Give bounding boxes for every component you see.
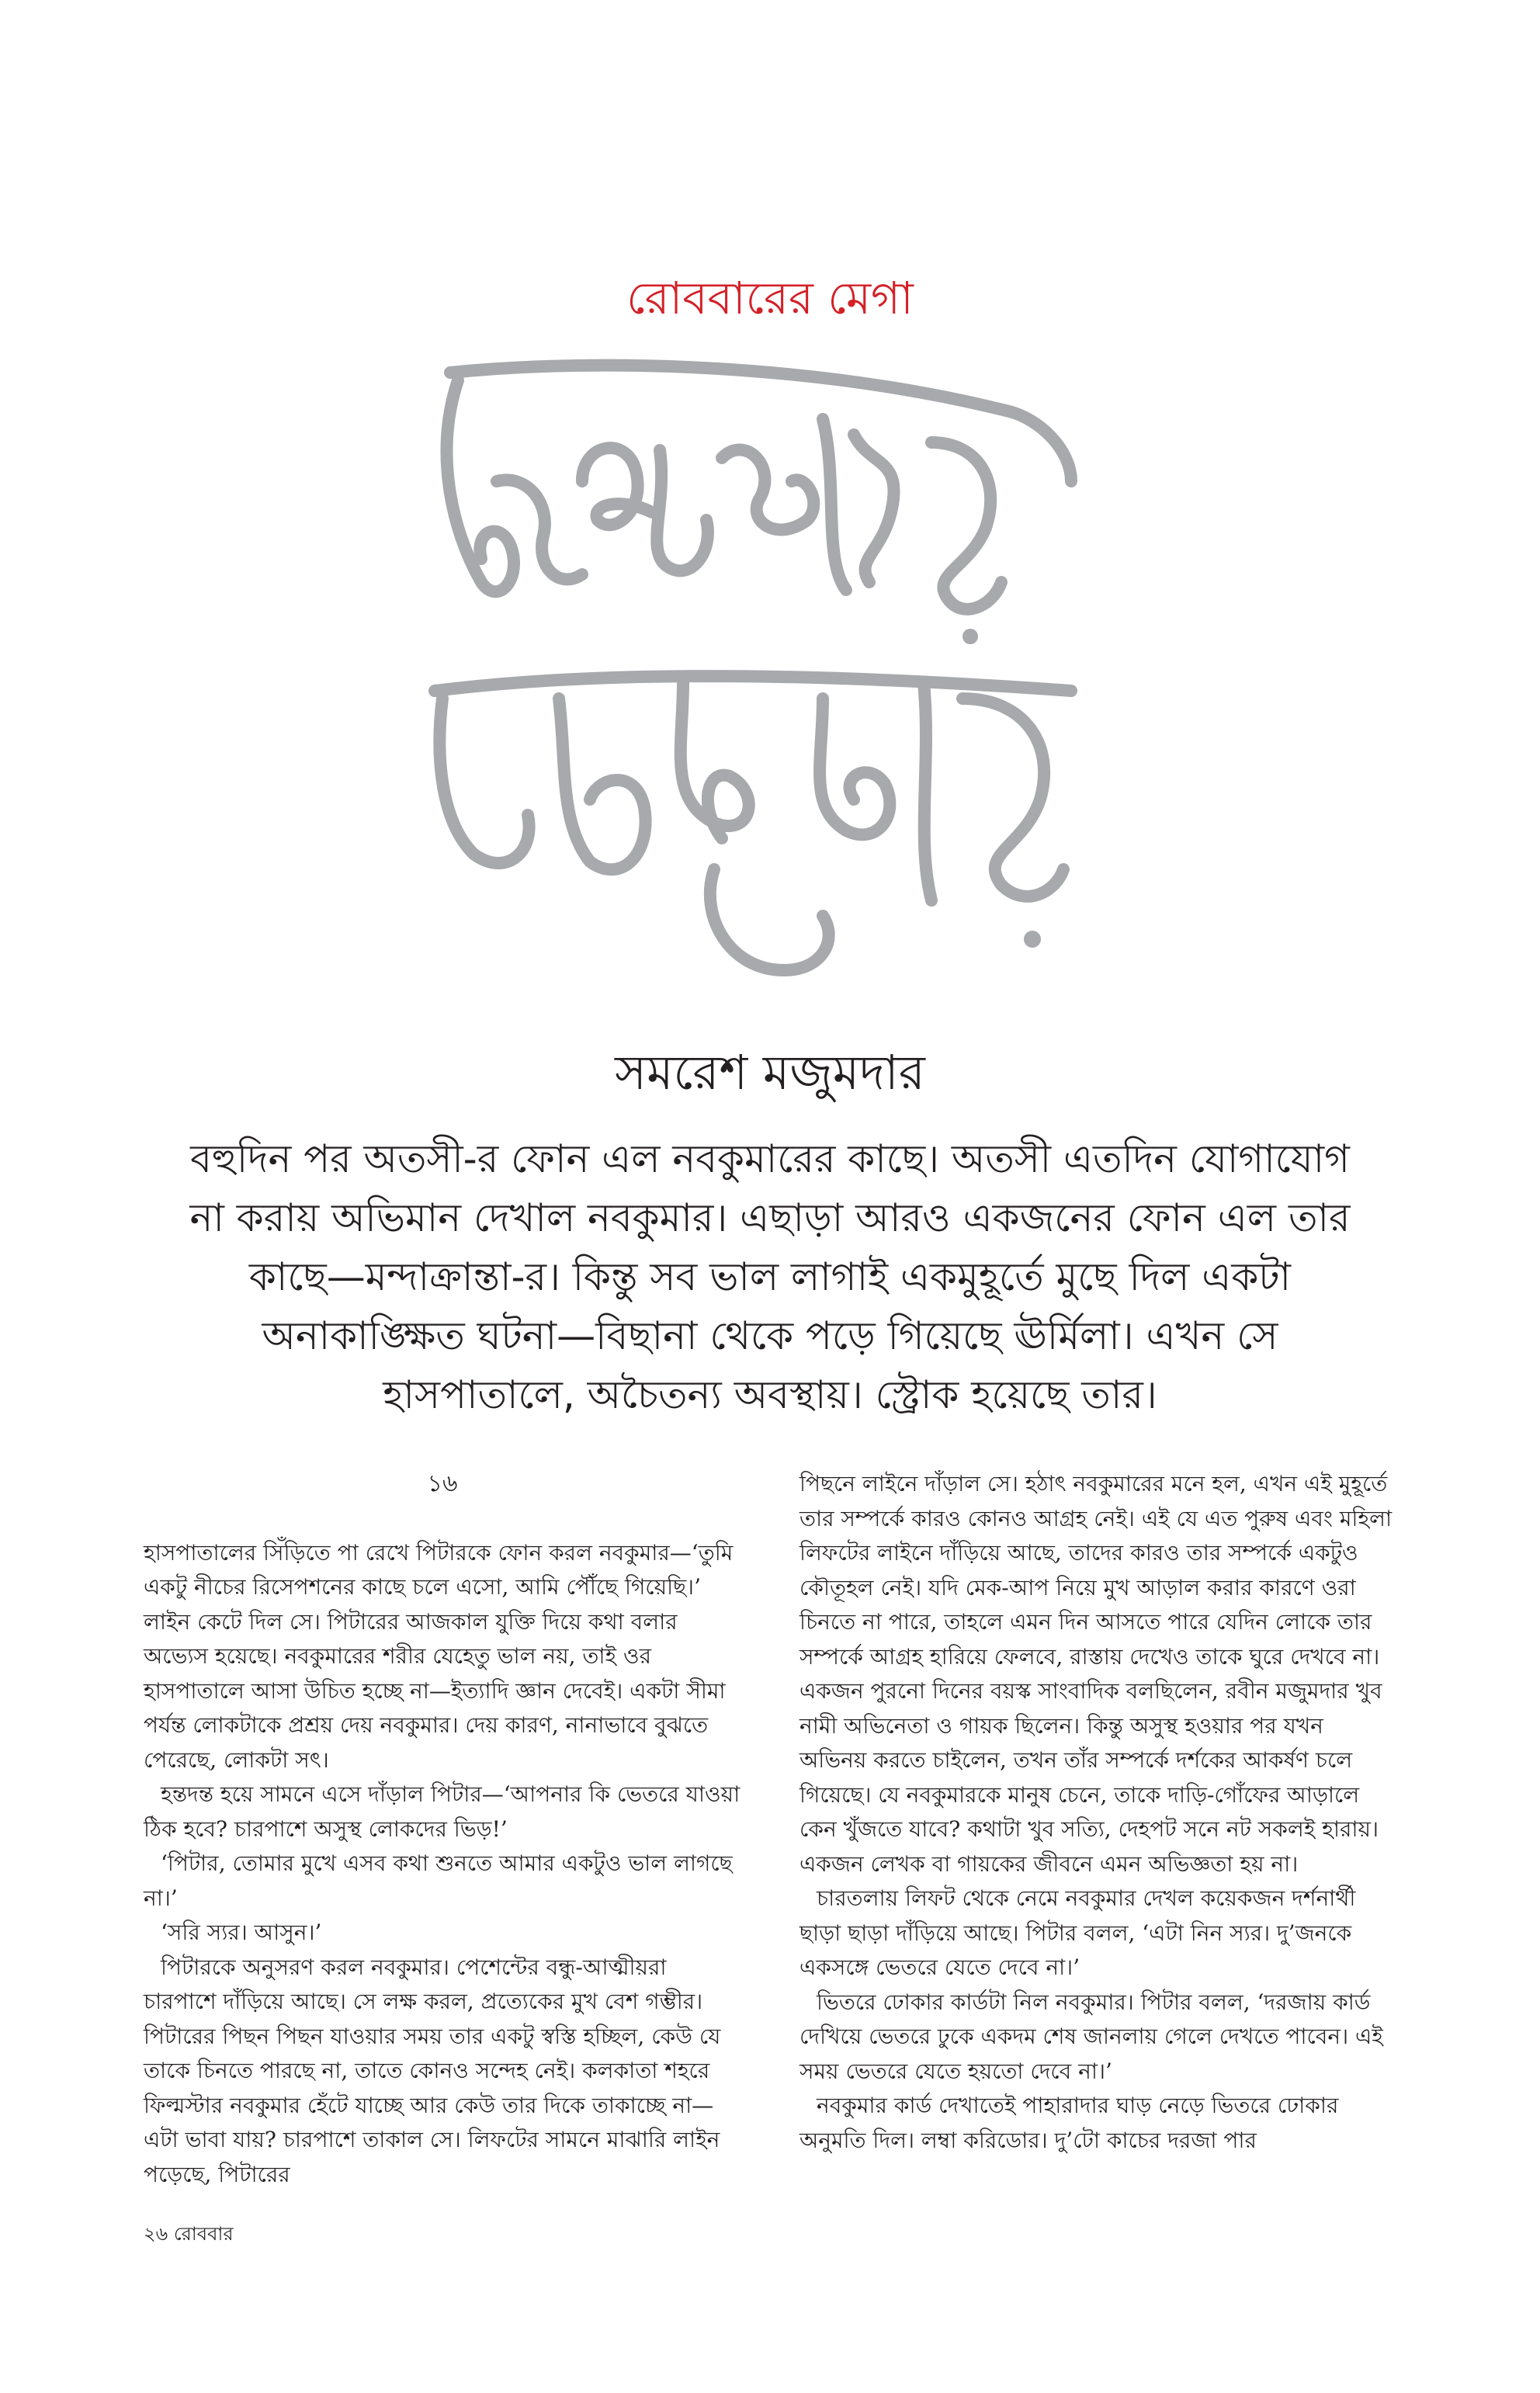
paragraph: হন্তদন্ত হয়ে সামনে এসে দাঁড়াল পিটার—‘আপনার কি ভেতরে যাওয়া ঠিক হবে? চারপাশে অসুস্থ লোকদের ভিড়!’: [144, 1781, 741, 1842]
left-column: [144, 1467, 741, 2192]
paragraph: ভিতরে ঢোকার কার্ডটা নিল নবকুমার। পিটার বলল, ‘দরজায় কার্ড দেখিয়ে ভেতরে ঢুকে একদম শেষ জানলায় গেলে দেখতে পাবেন। এই সময় ভেতরে যেতে হয়তো দেবে না।’: [799, 1989, 1383, 2084]
intro-line: হাসপাতালে, অচৈতন্য অবস্থায়। স্ট্রোক হয়েছে তার।: [383, 1372, 1157, 1417]
paragraph: পিছনে লাইনে দাঁড়াল সে। হঠাৎ নবকুমারের মনে হল, এখন এই মুহূর্তে তার সম্পর্কে কারও কোনও আগ্রহ নেই। এই যে এত পুরুষ এবং মহিলা লিফটের লাইনে দাঁড়িয়ে আছে, তাদের কারও তার সম্পর্কে একটুও কৌতূহল নেই। যদি মেক-আপ নিয়ে মুখ আড়াল করার কারণে ওরা চিনতে না পারে, তাহলে এমন দিন আসতে পারে যেদিন লোকে তার সম্পর্কে আগ্রহ হারিয়ে ফেলবে, রাস্তায় দেখেও তাকে ঘুরে দেখবে না। একজন পুরনো দিনের বয়স্ক সাংবাদিক বলছিলেন, রবীন মজুমদার খুব নামী অভিনেতা ও গায়ক ছিলেন। কিন্তু অসুস্থ হওয়ার পর যখন অভিনয় করতে চাইলেন, তখন তাঁর সম্পর্কে দর্শকের আকর্ষণ চলে গিয়েছে। যে নবকুমারকে মানুষ চেনে, তাকে দাড়ি-গোঁফের আড়ালে কেন খুঁজতে যাবে? কথাটা খুব সত্যি, দেহপট সনে নট সকলই হারায়। একজন লেখক বা গায়কের জীবনে এমন অভিজ্ঞতা হয় না।: [799, 1471, 1393, 1877]
chapter-number: ১৬: [427, 1470, 458, 1497]
paragraph: নবকুমার কার্ড দেখাতেই পাহারাদার ঘাড় নেড়ে ভিতরে ঢোকার অনুমতি দিল। লম্বা করিডোর। দু’টো কাচের দরজা পার: [799, 2093, 1339, 2153]
supertitle: রোববারের মেগা: [626, 272, 914, 324]
paragraph: ‘সরি স্যর। আসুন।’: [161, 1920, 322, 1945]
right-column: [799, 1467, 1397, 2158]
title-lettering: [388, 326, 1118, 1040]
author-name: সমরেশ মজুমদার: [615, 1044, 925, 1101]
intro-line: অনাকাঙ্ক্ষিত ঘটনা—বিছানা থেকে পড়ে গিয়েছে ঊর্মিলা। এখন সে: [262, 1313, 1278, 1358]
page-folio: ২৬ রোববার: [144, 2223, 234, 2245]
paragraph: চারতলায় লিফট থেকে নেমে নবকুমার দেখল কয়েকজন দর্শনার্থী ছাড়া ছাড়া দাঁড়িয়ে আছে। পিটার বলল, ‘এটা নিন স্যর। দু’জনকে একসঙ্গে ভেতরে যেতে দেবে না।’: [799, 1885, 1356, 1980]
paragraph: পিটারকে অনুসরণ করল নবকুমার। পেশেন্টের বন্ধু-আত্মীয়রা চারপাশে দাঁড়িয়ে আছে। সে লক্ষ করল, প্রত্যেকের মুখ বেশ গম্ভীর। পিটারের পিছন পিছন যাওয়ার সময় তার একটু স্বস্তি হচ্ছিল, কেউ যে তাকে চিনতে পারছে না, তাতে কোনও সন্দেহ নেই। কলকাতা শহরে ফিল্মস্টার নবকুমার হেঁটে যাচ্ছে আর কেউ তার দিকে তাকাচ্ছে না—এটা ভাবা যায়? চারপাশে তাকাল সে। লিফটের সামনে মাঝারি লাইন পড়েছে, পিটারের: [144, 1954, 721, 2187]
paragraph: ‘পিটার, তোমার মুখে এসব কথা শুনতে আমার একটুও ভাল লাগছে না।’: [144, 1850, 733, 1911]
paragraph: হাসপাতালের সিঁড়িতে পা রেখে পিটারকে ফোন করল নবকুমার—‘তুমি একটু নীচের রিসেপশনের কাছে চলে এসো, আমি পৌঁছে গিয়েছি।’ লাইন কেটে দিল সে। পিটারের আজকাল যুক্তি দিয়ে কথা বলার অভ্যেস হয়েছে। নবকুমারের শরীর যেহেতু ভাল নয়, তাই ওর হাসপাতালে আসা উচিত হচ্ছে না—ইত্যাদি জ্ঞান দেবেই। একটা সীমা পর্যন্ত লোকটাকে প্রশ্রয় দেয় নবকুমার। দেয় কারণ, নানাভাবে বুঝতে পেরেছে, লোকটা সৎ।: [144, 1539, 734, 1773]
intro-line: বহুদিন পর অতসী-র ফোন এল নবকুমারের কাছে। অতসী এতদিন যোগাযোগ: [190, 1136, 1350, 1181]
intro-line: কাছে—মন্দাক্রান্তা-র। কিন্তু সব ভাল লাগাই একমুহূর্তে মুছে দিল একটা: [248, 1254, 1292, 1299]
intro-line: না করায় অভিমান দেখাল নবকুমার। এছাড়া আরও একজনের ফোন এল তার: [189, 1195, 1351, 1240]
intro-blurb: [144, 1129, 1396, 1424]
